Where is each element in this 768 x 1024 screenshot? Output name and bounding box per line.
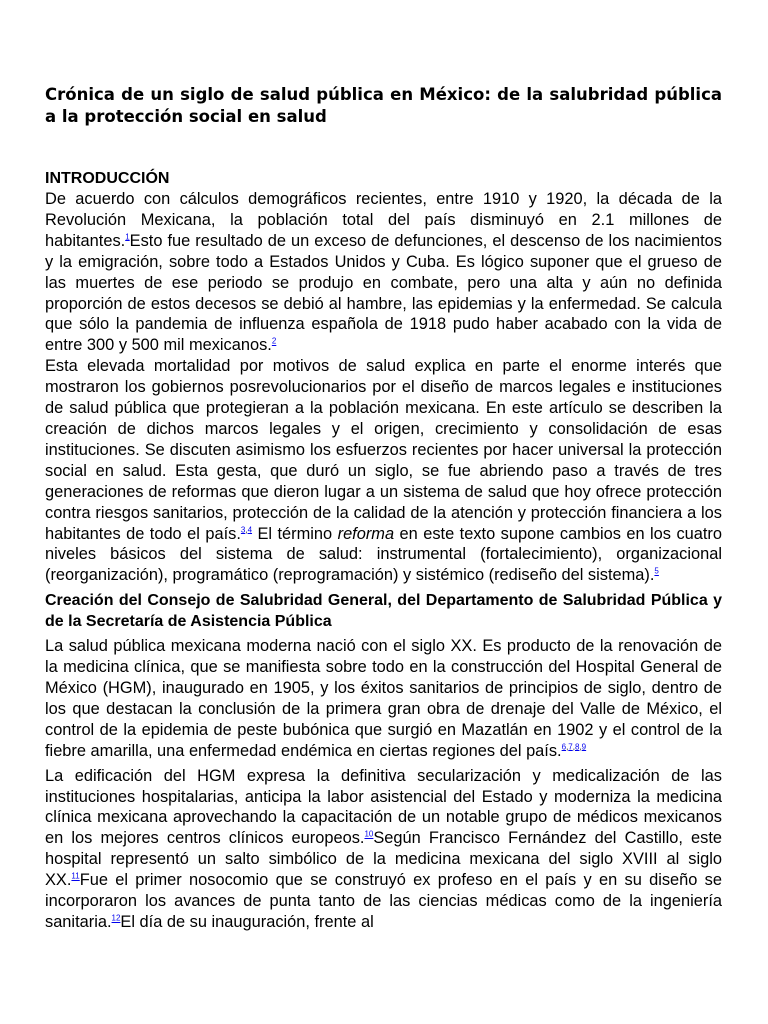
- footnote-ref-3-4[interactable]: [241, 525, 252, 534]
- footnote-link-9[interactable]: 9: [581, 742, 587, 752]
- footnote-separator: ,: [245, 525, 248, 535]
- s2-p1-text-1: La salud pública mexicana moderna nació con el siglo XX. Es producto de la renovación de la medicina clínica, que se manifiesta sobre todo en la construcción del Hospital General de México (HGM), inaugurado en 1905, y los éxitos sanitarios de principios de siglo, dentro de los que destacan la conclusión de la primera gran obra de drenaje del Valle de México, el control de la epidemia de peste bubónica que surgió en Mazatlán en 1902 y el control de la fiebre amarilla, una enfermedad endémica en ciertas regiones del país.: [45, 637, 722, 760]
- footnote-link-7[interactable]: 7: [568, 742, 573, 752]
- footnote-link-2[interactable]: 2: [271, 336, 277, 346]
- s2-p2-text-1: La edificación del HGM expresa la definitiva secularización y medicalización de las instituciones hospitalarias, anticipa la labor asistencial del Estado y moderniza la medicina clínica mexicana aprovechando la capacitación de un notable grupo de médicos mexicanos en los mejores centros clínicos europeos.: [45, 766, 722, 848]
- section-2-paragraph-2: [45, 766, 722, 933]
- intro-paragraph-1: [45, 189, 722, 356]
- s2-p2-text-2: Según Francisco Fernández del Castillo, este hospital representó un salto simbólico de la medicina mexicana del siglo XVIII al siglo XX.: [45, 829, 722, 890]
- intro-p2-text-2: El término: [252, 524, 338, 543]
- footnote-ref-2[interactable]: [272, 337, 276, 346]
- footnote-link-6[interactable]: 6: [561, 742, 567, 752]
- document-page: [45, 84, 722, 933]
- footnote-link-4[interactable]: 4: [247, 525, 253, 535]
- footnote-link-12[interactable]: 12: [111, 913, 121, 923]
- intro-paragraph-2: [45, 356, 722, 586]
- footnote-link-3[interactable]: 3: [240, 525, 246, 535]
- footnote-link-10[interactable]: 10: [364, 829, 374, 839]
- s2-p2-text-4: El día de su inauguración, frente al: [120, 913, 374, 931]
- intro-p1-text-2: Esto fue resultado de un exceso de defunciones, el descenso de los nacimientos y la emigración, sobre todo a Estados Unidos y Cuba. Es lógico suponer que el grueso de las muertes de ese periodo se produjo en combate, pero una alta y aún no definida proporción de estos decesos se debió al hambre, las epidemias y la enfermedad. Se calcula que sólo la pandemia de influenza española de 1918 pudo haber acabado con la vida de entre 300 y 500 mil mexicanos.: [45, 231, 722, 355]
- intro-p2-text-1: Esta elevada mortalidad por motivos de salud explica en parte el enorme interés que mostraron los gobiernos posrevolucionarios por el diseño de marcos legales e instituciones de salud pública que protegieran a la población mexicana. En este artículo se describen la creación de dichos marcos legales y el origen, crecimiento y consolidación de esas instituciones. Se discuten asimismo los esfuerzos recientes por hacer universal la protección social en salud. Esta gesta, que duró un siglo, se fue abriendo paso a través de tres generaciones de reformas que dieron lugar a un sistema de salud que hoy ofrece protección contra riesgos sanitarios, protección de la calidad de la atención y protección financiera a los habitantes de todo el país.: [45, 357, 722, 543]
- document-title: Crónica de un siglo de salud pública en México: de la salubridad pública a la protección social en salud: [45, 85, 722, 126]
- intro-p2-text-3: en este texto supone cambios en los cuatro niveles básicos del sistema de salud: instrumental (fortalecimiento), organizacional (reorganización), programático (reprogramación) y sistémico (rediseño del sistema).: [45, 524, 722, 585]
- footnote-link-1[interactable]: 1: [125, 232, 130, 242]
- footnote-ref-11[interactable]: [71, 872, 79, 881]
- footnote-link-8[interactable]: 8: [574, 742, 580, 752]
- footnote-link-5[interactable]: 5: [654, 566, 659, 576]
- footnote-link-11[interactable]: 11: [71, 871, 80, 881]
- section-2-heading: Creación del Consejo de Salubridad General, del Departamento de Salubridad Pública y de la Secretaría de Asistencia Pública: [45, 592, 722, 631]
- s2-p2-text-3: Fue el primer nosocomio que se construyó ex profeso en el país y en su diseño se incorporaron los avances de punta tanto de las ciencias médicas como de la ingeniería sanitaria.: [45, 871, 722, 931]
- intro-p1-text-1: De acuerdo con cálculos demográficos recientes, entre 1910 y 1920, la década de la Revolución Mexicana, la población total del país disminuyó en 2.1 millones de habitantes.: [45, 190, 722, 250]
- section-2-paragraph-1: [45, 636, 722, 761]
- footnote-ref-5[interactable]: [654, 567, 658, 576]
- footnote-ref-6-9[interactable]: 6,7,8,9: [561, 742, 587, 752]
- emphasis-reforma: reforma: [337, 524, 395, 543]
- intro-heading: INTRODUCCIÓN: [45, 170, 170, 187]
